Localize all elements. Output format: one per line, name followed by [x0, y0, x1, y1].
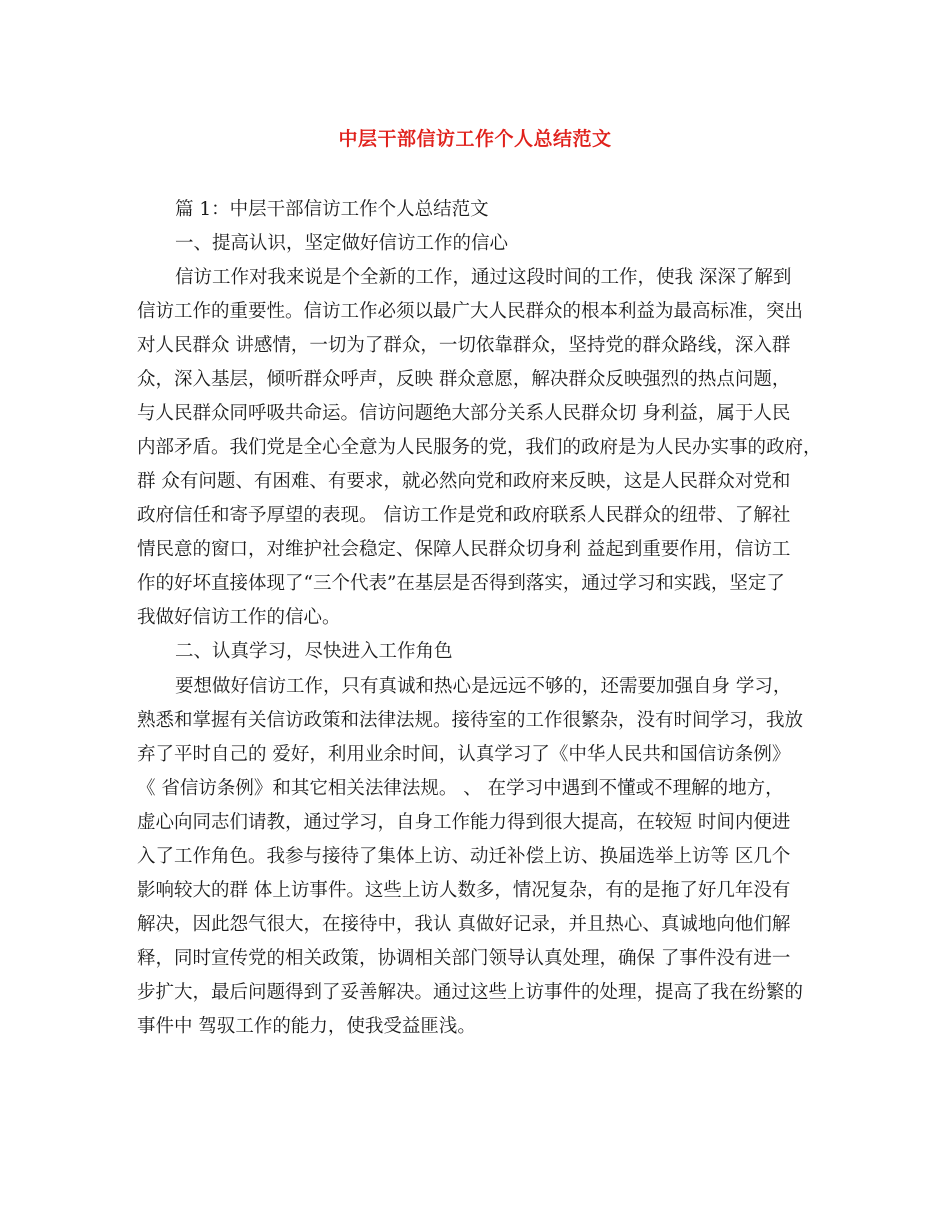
section-heading: 篇 1：中层干部信访工作个人总结范文: [175, 199, 489, 220]
document-title: 中层干部信访工作个人总结范文: [338, 128, 612, 150]
section-heading: 一、提高认识，坚定做好信访工作的信心: [175, 233, 509, 254]
paragraph-line: 内部矛盾。我们党是全心全意为人民服务的党，我们的政府是为人民办实事的政府，: [137, 437, 822, 458]
paragraph-line: 作的好坏直接体现了“三个代表”在基层是否得到落实，通过学习和实践，坚定了: [137, 573, 785, 594]
paragraph-line: 对人民群众 讲感情，一切为了群众，一切依靠群众，坚持党的群众路线，深入群: [137, 335, 791, 356]
paragraph-line: 我做好信访工作的信心。: [137, 607, 341, 628]
paragraph-line: 情民意的窗口，对维护社会稳定、保障人民群众切身利 益起到重要作用，信访工: [137, 539, 791, 560]
paragraph-line: 入了工作角色。我参与接待了集体上访、动迁补偿上访、换届选举上访等 区几个: [137, 846, 791, 867]
paragraph-line: 《 省信访条例》和其它相关法律法规。 、 在学习中遇到不懂或不理解的地方，: [137, 778, 784, 799]
paragraph-line: 解决，因此怨气很大，在接待中，我认 真做好记录，并且热心、真诚地向他们解: [137, 914, 791, 935]
paragraph-line: 信访工作对我来说是个全新的工作，通过这段时间的工作，使我 深深了解到: [175, 267, 792, 288]
paragraph-line: 要想做好信访工作，只有真诚和热心是远远不够的，还需要加强自身 学习，: [175, 676, 792, 697]
paragraph-line: 政府信任和寄予厚望的表现。 信访工作是党和政府联系人民群众的纽带、了解社: [137, 505, 791, 526]
paragraph-line: 众，深入基层，倾听群众呼声，反映 群众意愿，解决群众反映强烈的热点问题，: [137, 369, 791, 390]
paragraph-line: 与人民群众同呼吸共命运。信访问题绝大部分关系人民群众切 身利益，属于人民: [137, 403, 791, 424]
paragraph-line: 弃了平时自己的 爱好，利用业余时间，认真学习了《中华人民共和国信访条例》: [137, 744, 791, 765]
paragraph-line: 步扩大，最后问题得到了妥善解决。通过这些上访事件的处理，提高了我在纷繁的: [137, 982, 804, 1003]
paragraph-line: 影响较大的群 体上访事件。这些上访人数多，情况复杂，有的是拖了好几年没有: [137, 880, 791, 901]
paragraph-line: 群 众有问题、有困难、有要求，就必然向党和政府来反映，这是人民群众对党和: [137, 471, 791, 492]
section-heading: 二、认真学习，尽快进入工作角色: [175, 641, 453, 662]
paragraph-line: 释，同时宣传党的相关政策，协调相关部门领导认真处理，确保 了事件没有进一: [137, 948, 791, 969]
paragraph-line: 事件中 驾驭工作的能力，使我受益匪浅。: [137, 1016, 476, 1037]
paragraph-line: 信访工作的重要性。信访工作必须以最广大人民群众的根本利益为最高标准，突出: [137, 301, 804, 322]
paragraph-line: 虚心向同志们请教，通过学习，自身工作能力得到很大提高，在较短 时间内便进: [137, 812, 791, 833]
paragraph-line: 熟悉和掌握有关信访政策和法律法规。接待室的工作很繁杂，没有时间学习，我放: [137, 710, 804, 731]
